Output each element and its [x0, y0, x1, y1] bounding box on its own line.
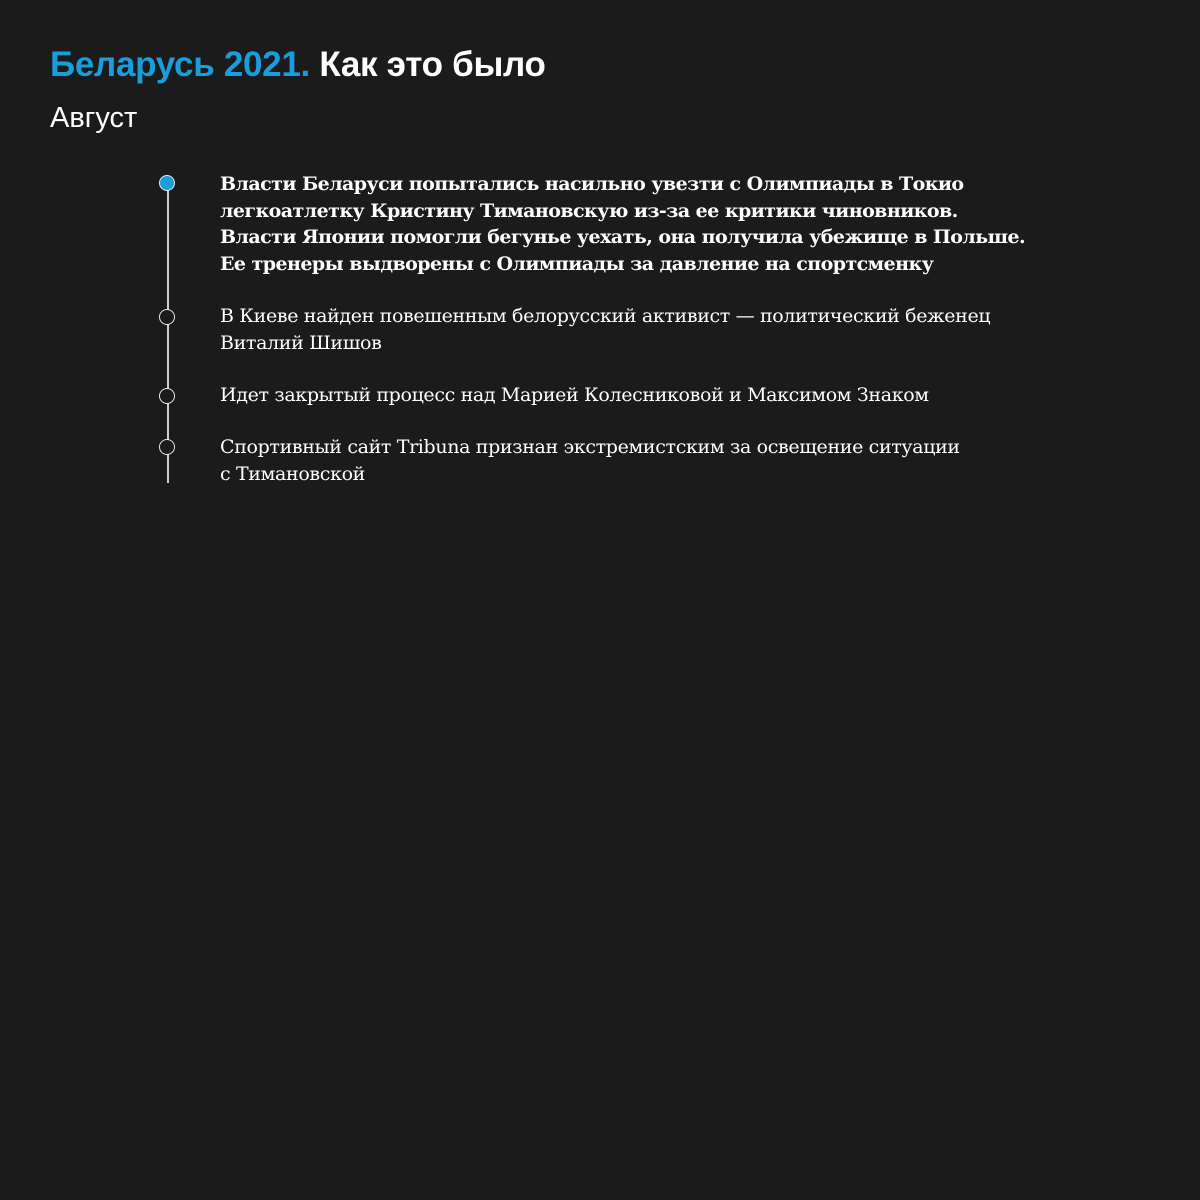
event-line: Виталий Шишов	[220, 331, 382, 354]
event-line: Власти Японии помогли бегунье уехать, она получила убежище в Польше.	[220, 226, 1026, 248]
month-subtitle: Август	[50, 102, 138, 134]
event-line: Идет закрытый процесс над Марией Колесниковой и Максимом Знаком	[220, 384, 929, 406]
timeline-event	[220, 434, 1120, 487]
timeline-event	[220, 382, 1120, 409]
timeline-dot	[159, 309, 175, 325]
timeline-dot	[159, 388, 175, 404]
timeline-dot	[159, 439, 175, 455]
title-rest: Как это было	[319, 45, 546, 84]
event-line: Ее тренеры выдворены с Олимпиады за давление на спортсменку	[220, 252, 934, 275]
event-line: Спортивный сайт Tribuna признан экстремистским за освещение ситуации	[220, 436, 960, 458]
timeline-event	[220, 303, 1120, 356]
timeline-dot-highlighted	[159, 175, 175, 191]
timeline-event	[220, 171, 1120, 277]
event-line: легкоатлетку Кристину Тимановскую из-за ее критики чиновников.	[220, 199, 958, 222]
event-line: Власти Беларуси попытались насильно увезти с Олимпиады в Токио	[220, 173, 964, 195]
event-line: В Киеве найден повешенным белорусский активист — политический беженец	[220, 305, 991, 327]
event-line: с Тимановской	[220, 462, 365, 485]
title-accent: Беларусь 2021.	[50, 45, 310, 84]
page-title	[50, 43, 546, 87]
